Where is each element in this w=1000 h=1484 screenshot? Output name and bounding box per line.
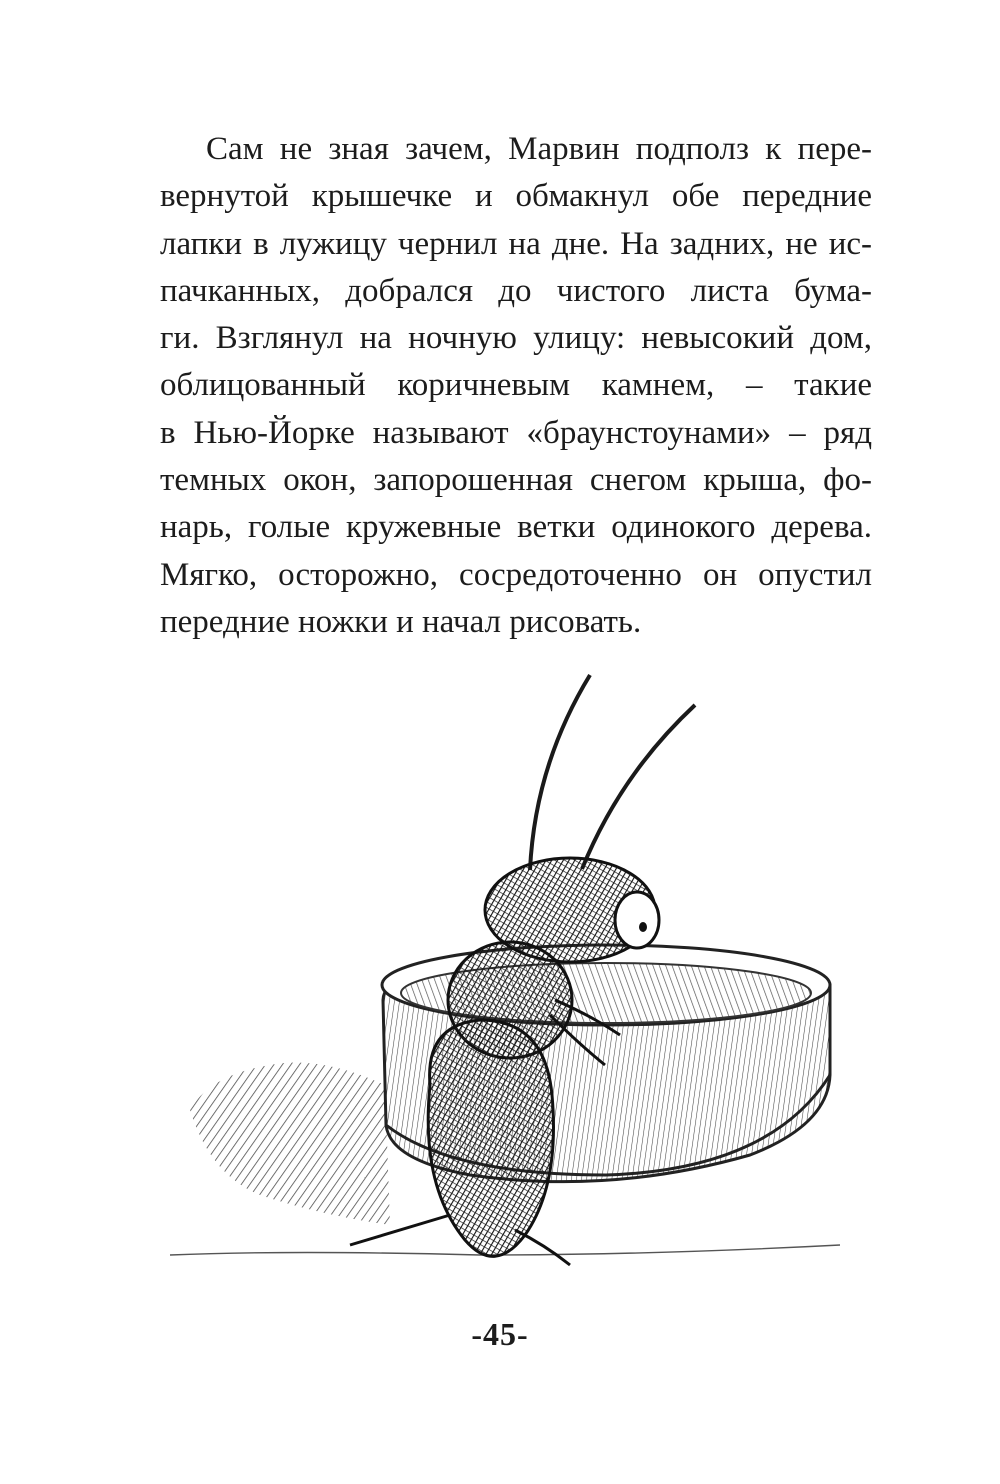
text-line: облицованный коричневым камнем, – такие — [160, 367, 872, 404]
text-line: передние ножки и начал рисовать. — [160, 603, 642, 640]
text-line: пачканных, добрался до чистого листа бума- — [160, 272, 872, 309]
beetle-ink-lid-illustration — [150, 655, 850, 1295]
text-line: Мягко, осторожно, сосредоточенно он опустил — [160, 556, 872, 593]
text-line: ги. Взглянул на ночную улицу: невысокий дом, — [160, 320, 872, 357]
text-line: темных окон, запорошенная снегом крыша, фо- — [160, 462, 872, 499]
text-line: в Нью-Йорке называют «браунстоунами» – ряд — [160, 414, 872, 451]
body-paragraph — [160, 126, 872, 646]
text-line: вернутой крышечке и обмакнул обе передние — [160, 178, 872, 215]
page-number: -45- — [471, 1316, 529, 1352]
text-line: Сам не зная зачем, Марвин подполз к пере- — [206, 131, 872, 167]
text-line: лапки в лужицу чернил на дне. На задних, не ис- — [160, 225, 872, 262]
text-line: нарь, голые кружевные ветки одинокого дерева. — [160, 509, 872, 546]
